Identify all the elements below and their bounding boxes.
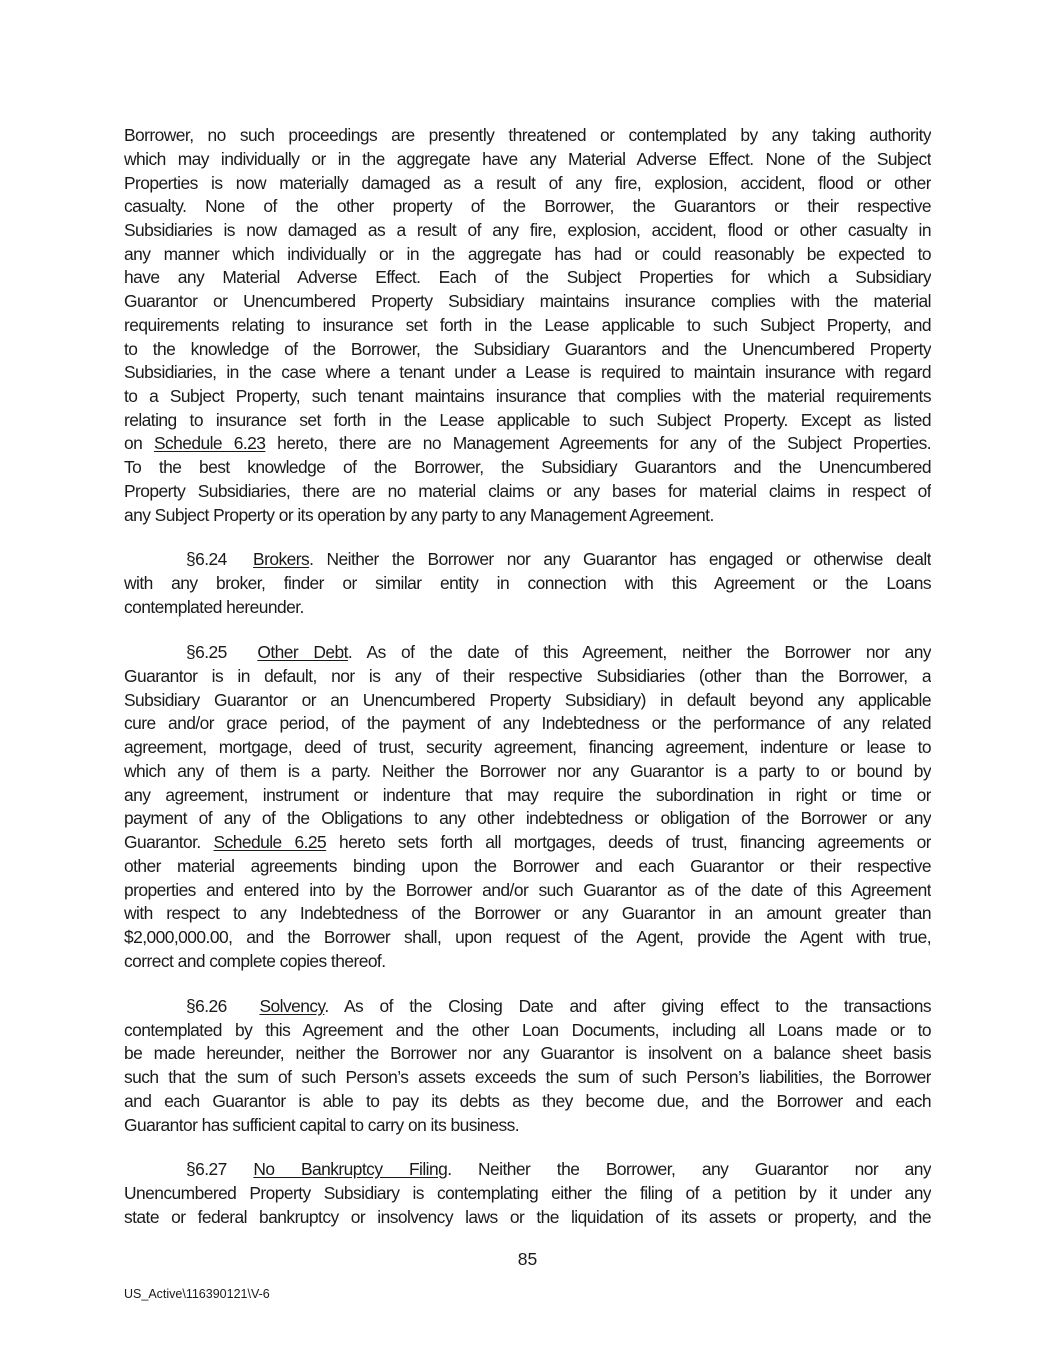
text-fragment: hereto, there are no Management Agreements for any of the Subject Properties. xyxy=(265,433,931,453)
section-number: §6.26 xyxy=(186,996,227,1016)
text-line: Property Subsidiaries, there are no material claims or any bases for material claims in respect of xyxy=(124,481,931,501)
text-line: such that the sum of such Person’s assets exceeds the sum of such Person’s liabilities, the Borrower xyxy=(124,1067,931,1087)
text-line: relating to insurance set forth in the Lease applicable to such Subject Property. Except as listed xyxy=(124,410,931,430)
section-heading: No Bankruptcy Filing xyxy=(253,1159,448,1179)
section-number: §6.25 xyxy=(186,642,227,662)
text-line: with any broker, finder or similar entity in connection with this Agreement or the Loans xyxy=(124,573,931,593)
text-line: with respect to any Indebtedness of the Borrower or any Guarantor in an amount greater than xyxy=(124,903,931,923)
text-line: any manner which individually or in the aggregate has had or could reasonably be expected to xyxy=(124,244,931,264)
text-line: have any Material Adverse Effect. Each of the Subject Properties for which a Subsidiary xyxy=(124,267,931,287)
text-line: Subsidiary Guarantor or an Unencumbered Property Subsidiary) in default beyond any applicable xyxy=(124,690,931,710)
text-line: to a Subject Property, such tenant maintains insurance that complies with the material requirements xyxy=(124,386,931,406)
text-fragment: hereto sets forth all mortgages, deeds of trust, financing agreements or xyxy=(326,832,931,852)
section-heading: Solvency xyxy=(259,996,325,1016)
text-fragment: Guarantor. xyxy=(124,832,214,852)
text-line: Properties is now materially damaged as a result of any fire, explosion, accident, flood or other xyxy=(124,173,931,193)
page-number: 85 xyxy=(517,1249,538,1269)
text-line: Unencumbered Property Subsidiary is contemplating either the filing of a petition by it under any xyxy=(124,1183,931,1203)
schedule-6-25-reference: Schedule 6.25 xyxy=(213,832,327,852)
text-fragment: . As of the Closing Date and after giving effect to the transactions xyxy=(324,996,931,1016)
text-line: any agreement, instrument or indenture that may require the subordination in right or time or xyxy=(124,785,931,805)
text-line: casualty. None of the other property of the Borrower, the Guarantors or their respective xyxy=(124,196,931,216)
text-line: Guarantor is in default, nor is any of their respective Subsidiaries (other than the Borrower, a xyxy=(124,666,931,686)
text-fragment: on xyxy=(124,433,154,453)
text-fragment: . Neither the Borrower nor any Guarantor has engaged or otherwise dealt xyxy=(309,549,931,569)
text-line: which any of them is a party. Neither the Borrower nor any Guarantor is a party to or bound by xyxy=(124,761,931,781)
text-line: Guarantor has sufficient capital to carry on its business. xyxy=(124,1115,520,1135)
section-number: §6.24 xyxy=(186,549,227,569)
text-line: contemplated hereunder. xyxy=(124,597,304,617)
text-line: To the best knowledge of the Borrower, the Subsidiary Guarantors and the Unencumbered xyxy=(124,457,931,477)
text-line: requirements relating to insurance set forth in the Lease applicable to such Subject Property, and xyxy=(124,315,931,335)
section-number: §6.27 xyxy=(186,1159,227,1179)
text-line: and each Guarantor is able to pay its debts as they become due, and the Borrower and each xyxy=(124,1091,931,1111)
text-fragment: . As of the date of this Agreement, neither the Borrower nor any xyxy=(347,642,931,662)
text-line: $2,000,000.00, and the Borrower shall, upon request of the Agent, provide the Agent with true, xyxy=(124,927,931,947)
section-first-line xyxy=(124,548,931,572)
section-first-line xyxy=(124,641,931,665)
text-line: Subsidiaries is now damaged as a result of any fire, explosion, accident, flood or other casualty in xyxy=(124,220,931,240)
text-line: Guarantor or Unencumbered Property Subsidiary maintains insurance complies with the material xyxy=(124,291,931,311)
text-fragment: . Neither the Borrower, any Guarantor nor any xyxy=(447,1159,931,1179)
text-line: cure and/or grace period, of the payment of any Indebtedness or the performance of any related xyxy=(124,713,931,733)
section-heading: Other Debt xyxy=(257,642,348,662)
section-heading: Brokers xyxy=(253,549,310,569)
text-line: contemplated by this Agreement and the other Loan Documents, including all Loans made or to xyxy=(124,1020,931,1040)
section-first-line xyxy=(124,995,931,1019)
document-footer-id: US_Active\116390121\V-6 xyxy=(124,1287,270,1301)
text-line: agreement, mortgage, deed of trust, security agreement, financing agreement, indenture or lease to xyxy=(124,737,931,757)
text-line: state or federal bankruptcy or insolvency laws or the liquidation of its assets or property, and the xyxy=(124,1207,931,1227)
text-line: correct and complete copies thereof. xyxy=(124,951,386,971)
text-line: other material agreements binding upon the Borrower and each Guarantor or their respective xyxy=(124,856,931,876)
text-line: Subsidiaries, in the case where a tenant under a Lease is required to maintain insurance with regard xyxy=(124,362,931,382)
text-line xyxy=(124,831,931,855)
text-line: be made hereunder, neither the Borrower nor any Guarantor is insolvent on a balance sheet basis xyxy=(124,1043,931,1063)
schedule-6-23-reference: Schedule 6.23 xyxy=(153,433,266,453)
text-line xyxy=(124,432,931,456)
text-line: to the knowledge of the Borrower, the Subsidiary Guarantors and the Unencumbered Property xyxy=(124,339,931,359)
text-line: properties and entered into by the Borrower and/or such Guarantor as of the date of this Agreement xyxy=(124,880,931,900)
section-first-line xyxy=(124,1158,931,1182)
text-line: any Subject Property or its operation by any party to any Management Agreement. xyxy=(124,505,714,525)
text-line: Borrower, no such proceedings are presently threatened or contemplated by any taking authority xyxy=(124,125,931,145)
text-line: which may individually or in the aggregate have any Material Adverse Effect. None of the Subject xyxy=(124,149,931,169)
text-line: payment of any of the Obligations to any other indebtedness or obligation of the Borrower or any xyxy=(124,808,931,828)
